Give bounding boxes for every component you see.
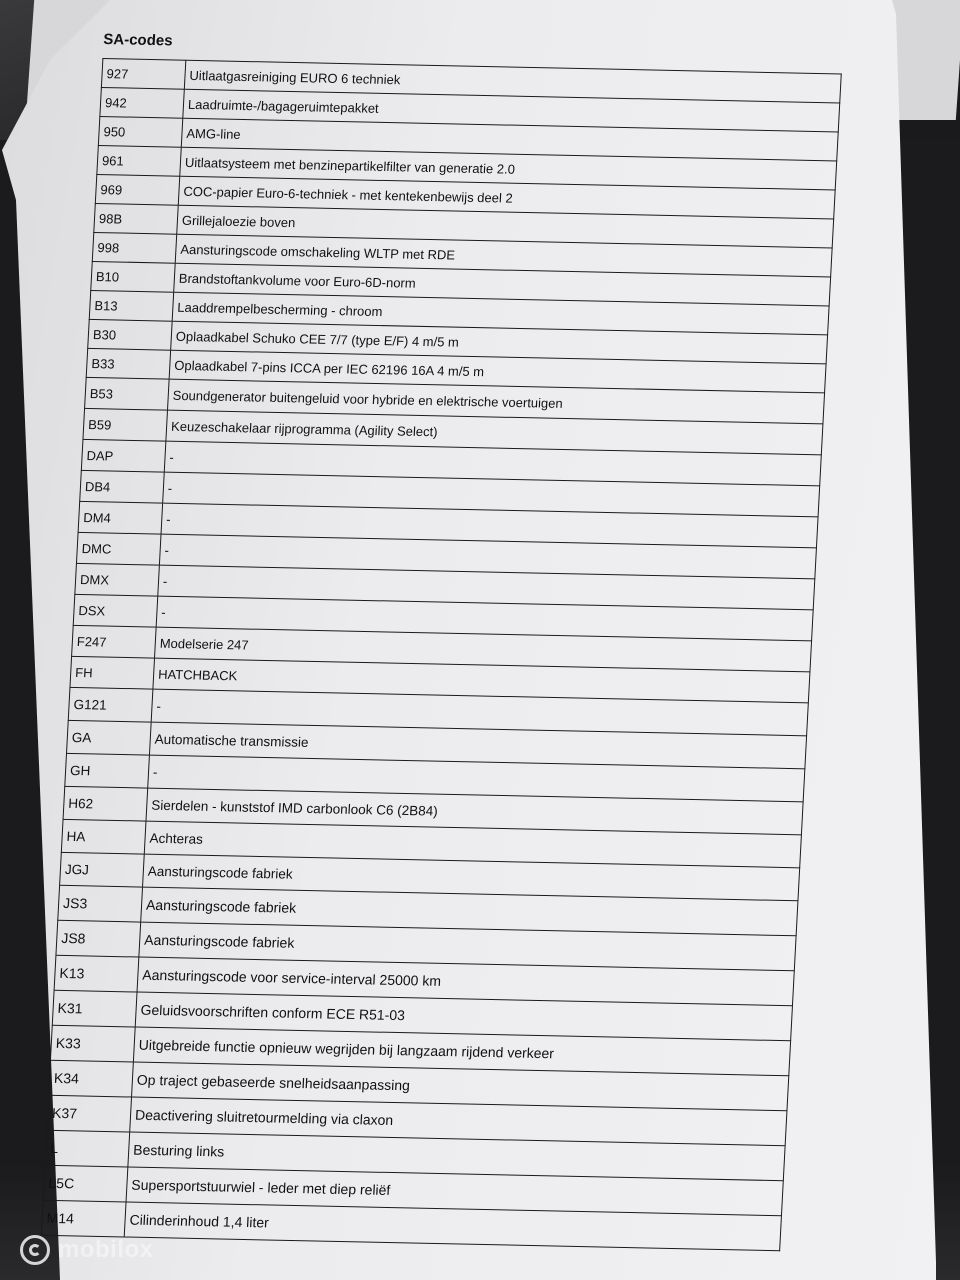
sa-description-cell: Grillejaloezie boven [177, 205, 834, 248]
sa-description-cell: Brandstoftankvolume voor Euro-6D-norm [174, 263, 831, 306]
sa-code-cell: 942 [100, 87, 184, 118]
sa-description-cell: Aansturingscode voor service-interval 25000 km [137, 957, 794, 1006]
sa-description-cell: Uitlaatsysteem met benzinepartikelfilter van generatie 2.0 [180, 147, 837, 190]
sa-description-cell: Aansturingscode fabriek [143, 854, 800, 901]
sa-code-cell: JGJ [60, 852, 145, 887]
sa-code-cell: L [45, 1130, 130, 1167]
sa-description-cell: AMG-line [181, 118, 838, 161]
sa-description-cell: Keuzeschakelaar rijprogramma (Agility Select) [166, 410, 823, 455]
sa-code-cell: B59 [83, 408, 168, 441]
sa-code-cell: JS3 [58, 885, 143, 922]
document [41, 28, 844, 1251]
sa-description-cell: - [151, 689, 808, 736]
sa-description-cell: Oplaadkabel Schuko CEE 7/7 (type E/F) 4 m/5 m [171, 321, 828, 364]
sa-description-cell: COC-papier Euro-6-techniek - met kentekenbewijs deel 2 [178, 176, 835, 219]
sa-code-cell: K33 [50, 1025, 135, 1062]
sa-code-cell: DAP [81, 439, 166, 472]
sa-codes-table-body [41, 59, 841, 1251]
sa-description-cell: Automatische transmissie [149, 722, 806, 769]
sa-description-cell: Aansturingscode fabriek [139, 922, 796, 971]
sa-code-cell: K37 [47, 1095, 132, 1132]
document-title: SA-codes [102, 30, 173, 50]
sa-description-cell: - [148, 755, 805, 802]
sa-code-cell: K34 [49, 1060, 134, 1097]
sa-code-cell: B53 [85, 377, 170, 410]
sa-code-cell: G121 [68, 687, 153, 722]
sa-description-cell: Cilinderinhoud 1,4 liter [124, 1202, 781, 1251]
sa-code-cell: 998 [92, 232, 176, 263]
sa-code-cell: K31 [52, 990, 137, 1027]
sa-code-cell: DM4 [78, 501, 163, 534]
sa-description-cell: Besturing links [128, 1132, 785, 1181]
sa-description-cell: Laadruimte-/bagageruimtepakket [183, 89, 840, 132]
sa-code-cell: DMX [75, 563, 160, 596]
sa-code-cell: GA [67, 720, 152, 755]
sa-description-cell: Oplaadkabel 7-pins ICCA per IEC 62196 16A 4 m/5 m [169, 350, 826, 393]
sa-description-cell: Soundgenerator buitengeluid voor hybride en elektrische voertuigen [168, 379, 825, 424]
watermark [20, 1230, 154, 1270]
sa-code-cell: DMC [76, 532, 161, 565]
sa-code-cell: H62 [63, 786, 148, 821]
sa-code-cell: 969 [95, 174, 179, 205]
sa-description-cell: Aansturingscode omschakeling WLTP met RDE [175, 234, 832, 277]
sa-description-cell: - [159, 534, 816, 579]
sa-code-cell: GH [65, 753, 150, 788]
sa-code-cell: M14 [41, 1200, 126, 1237]
sa-description-cell: - [158, 565, 815, 610]
mobilox-logo-icon [20, 1235, 50, 1265]
sa-description-cell: Uitlaatgasreiniging EURO 6 techniek [184, 60, 841, 103]
sa-description-cell: - [164, 441, 821, 486]
sa-description-cell: Uitgebreide functie opnieuw wegrijden bij langzaam rijdend verkeer [133, 1027, 790, 1076]
sa-code-cell: HA [61, 819, 146, 854]
sa-code-cell: DB4 [80, 470, 165, 503]
sa-description-cell: Sierdelen - kunststof IMD carbonlook C6 (2B84) [146, 788, 803, 835]
sa-code-cell: 927 [101, 59, 185, 90]
sa-description-cell: - [156, 596, 813, 641]
sa-description-cell: HATCHBACK [153, 658, 810, 703]
sa-code-cell: DSX [73, 594, 158, 627]
sa-description-cell: Deactivering sluitretourmelding via claxon [130, 1097, 787, 1146]
sa-code-cell: FH [70, 656, 155, 689]
sa-code-cell: B30 [88, 319, 172, 350]
sa-description-cell: Geluidsvoorschriften conform ECE R51-03 [135, 992, 792, 1041]
sa-code-cell: B33 [86, 348, 170, 379]
sa-description-cell: Modelserie 247 [155, 627, 812, 672]
sa-description-cell: - [163, 472, 820, 517]
sa-code-cell: K13 [54, 955, 139, 992]
watermark-text: mobilox [58, 1236, 154, 1263]
sa-code-cell: JS8 [56, 920, 141, 957]
sa-description-cell: Supersportstuurwiel - leder met diep reliëf [126, 1167, 783, 1216]
sa-codes-table [41, 58, 842, 1251]
sa-code-cell: B10 [91, 261, 175, 292]
sa-code-cell: F247 [72, 625, 157, 658]
sa-code-cell: L5C [43, 1165, 128, 1202]
sa-code-cell: 950 [98, 116, 182, 147]
sa-description-cell: Aansturingscode fabriek [141, 887, 798, 936]
sa-description-cell: Laaddrempelbescherming - chroom [172, 292, 829, 335]
sa-description-cell: Op traject gebaseerde snelheidsaanpassing [132, 1062, 789, 1111]
sa-description-cell: Achteras [144, 821, 801, 868]
sa-code-cell: 98B [94, 203, 178, 234]
sa-code-cell: 961 [97, 145, 181, 176]
sa-code-cell: B13 [89, 290, 173, 321]
sa-description-cell: - [161, 503, 818, 548]
